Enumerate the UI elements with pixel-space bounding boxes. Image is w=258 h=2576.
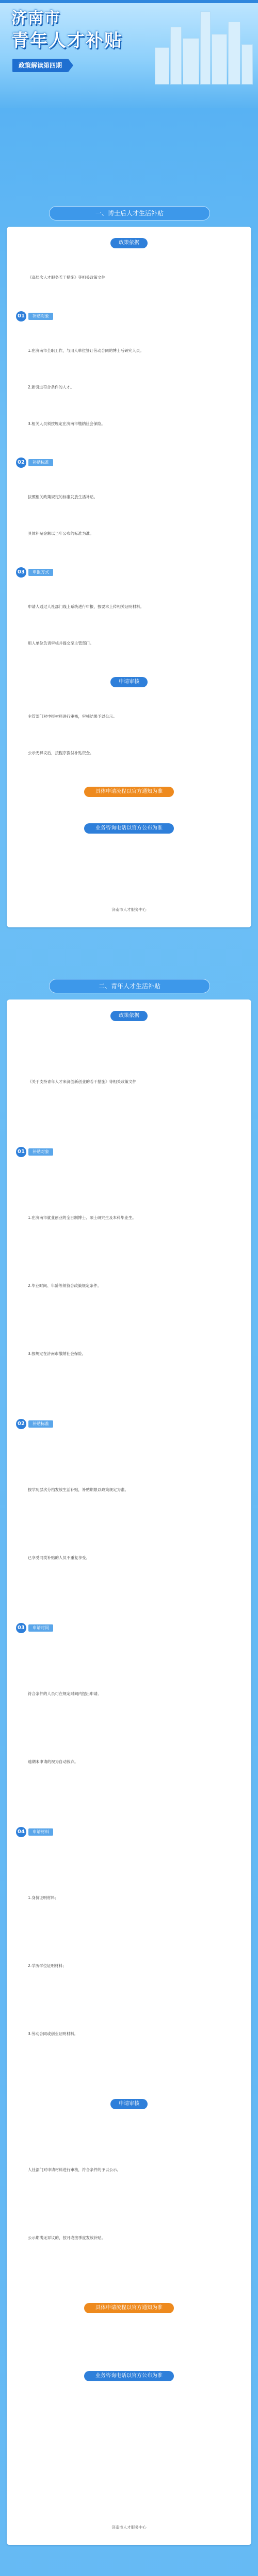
section-number: 01 xyxy=(16,311,26,321)
card-footer: 济南市人才服务中心 xyxy=(111,2525,147,2530)
section-label: 申请时间 xyxy=(28,1624,53,1632)
body-paragraph: 已享受同类补贴的人员不重复享受。 xyxy=(28,1555,90,1560)
section-label: 补贴对象 xyxy=(28,313,53,320)
policy-basis-heading: 政策依据 xyxy=(110,1011,148,1021)
policy-basis-heading: 政策依据 xyxy=(110,238,148,248)
body-paragraph: 1.在济南市全职工作，与用人单位签订劳动合同的博士后研究人员。 xyxy=(28,348,144,353)
section-label: 申报方式 xyxy=(28,569,53,576)
process-notice-pill: 具体申请流程以官方通知为准 xyxy=(84,2303,174,2313)
hero-title-line1: 济南市 xyxy=(11,9,61,27)
section-label: 申请材料 xyxy=(28,1828,53,1836)
body-paragraph: 申请人通过人社部门线上系统进行申报，按要求上传相关证明材料。 xyxy=(28,604,144,609)
consult-phone-pill: 业务咨询电话以官方公布为准 xyxy=(84,823,174,834)
policy-intro: 《高层次人才服务若干措施》等相关政策文件 xyxy=(28,275,105,280)
section-number: 03 xyxy=(16,567,26,578)
section-label: 补贴标准 xyxy=(28,1420,53,1428)
body-paragraph: 主管部门对申报材料进行审核，审核结果予以公示。 xyxy=(28,714,117,719)
card-footer: 济南市人才服务中心 xyxy=(111,907,147,912)
consult-phone-pill: 业务咨询电话以官方公布为准 xyxy=(84,2371,174,2381)
body-paragraph: 公示无异议后，按程序拨付补贴资金。 xyxy=(28,751,94,755)
body-paragraph: 3.按规定在济南市缴纳社会保险。 xyxy=(28,1351,86,1356)
body-paragraph: 用人单位负责审核并提交至主管部门。 xyxy=(28,641,94,646)
hero-top-bar xyxy=(0,0,258,3)
section-label: 补贴标准 xyxy=(28,459,53,466)
section-number: 04 xyxy=(16,1827,26,1837)
body-paragraph: 按学历层次分档发放生活补贴，补贴期限以政策规定为准。 xyxy=(28,1487,128,1492)
body-paragraph: 2.学历学位证明材料； xyxy=(28,1963,67,1968)
policy-intro: 《关于支持青年人才来济创新创业的若干措施》等相关政策文件 xyxy=(28,1079,136,1084)
hero-banner xyxy=(0,0,258,108)
body-paragraph: 3.相关人员须按规定在济南市缴纳社会保险。 xyxy=(28,421,105,426)
section-number: 03 xyxy=(16,1623,26,1633)
body-paragraph: 1.在济南市就业创业的全日制博士、硕士研究生及本科毕业生。 xyxy=(28,1215,136,1220)
body-paragraph: 2.毕业时间、年龄等须符合政策规定条件。 xyxy=(28,1283,102,1288)
body-paragraph: 2.新引进符合条件的人才。 xyxy=(28,385,74,389)
body-paragraph: 1.身份证明材料； xyxy=(28,1895,59,1900)
body-paragraph: 公示期满无异议的，按月或按季度发放补贴。 xyxy=(28,2235,105,2240)
section-number: 02 xyxy=(16,457,26,468)
body-paragraph: 逾期未申请的视为自动放弃。 xyxy=(28,1759,78,1764)
hero-title-line2: 青年人才补贴 xyxy=(11,30,123,51)
body-paragraph: 符合条件的人员可在规定时间内提出申请。 xyxy=(28,1691,102,1696)
process-notice-pill: 具体申请流程以官方通知为准 xyxy=(84,787,174,797)
body-paragraph: 按照相关政策规定的标准发放生活补贴。 xyxy=(28,495,98,499)
policy-card xyxy=(7,999,251,2545)
issue-tag: 政策解读第四期 xyxy=(12,59,68,72)
section-label: 补贴对象 xyxy=(28,1148,53,1156)
section-number: 01 xyxy=(16,1147,26,1157)
section-number: 02 xyxy=(16,1419,26,1429)
section-ribbon: 一、博士后人才生活补贴 xyxy=(49,206,210,221)
section-ribbon: 二、青年人才生活补贴 xyxy=(49,979,210,993)
policy-card xyxy=(7,227,251,927)
body-paragraph: 人社部门对申请材料进行审核，符合条件的予以公示。 xyxy=(28,2167,121,2172)
body-paragraph: 3.劳动合同或创业证明材料。 xyxy=(28,2031,78,2036)
city-illustration xyxy=(155,7,253,84)
body-paragraph: 具体补贴金额以当年公布的标准为准。 xyxy=(28,531,94,536)
review-heading: 申请审核 xyxy=(110,677,148,687)
review-heading: 申请审核 xyxy=(110,2099,148,2109)
